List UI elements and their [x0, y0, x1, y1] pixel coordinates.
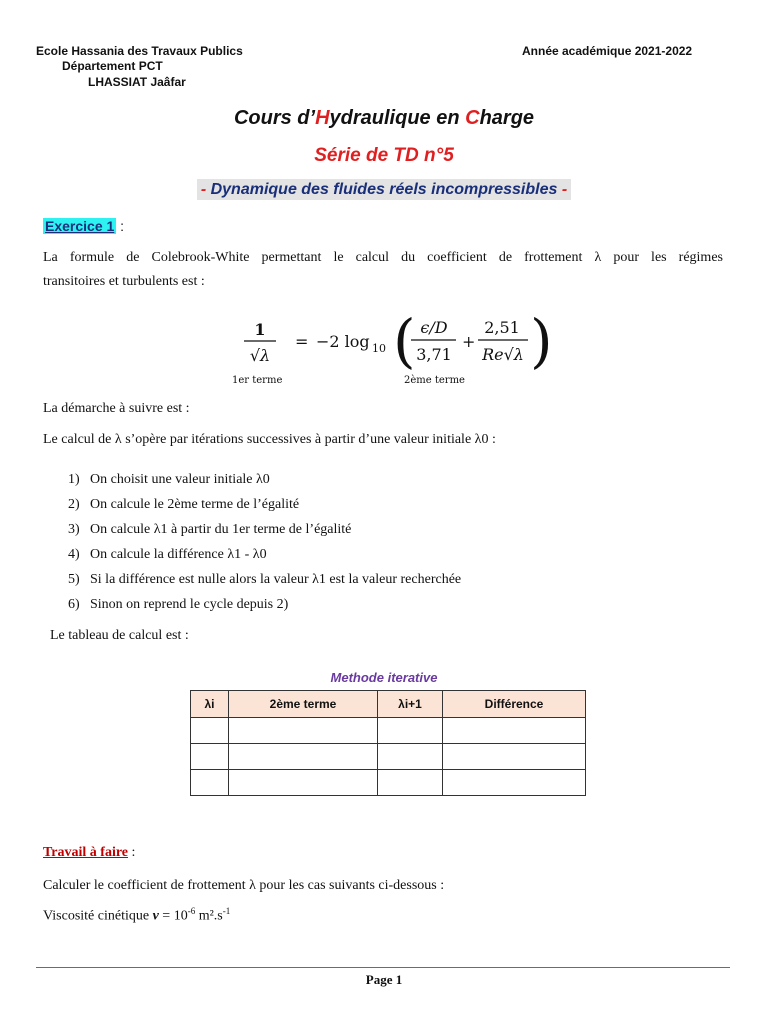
viscosity-unit-exp: -1: [222, 906, 231, 916]
exercise-heading: [43, 218, 124, 234]
table-cell: [191, 744, 229, 770]
table-cell: [229, 718, 378, 744]
plus-sign: +: [462, 332, 476, 351]
intro-line-1: La formule de Colebrook-White permettant le calcul du coefficient de frottement λ pour les régimes: [43, 250, 723, 265]
calculer-text: Calculer le coefficient de frottement λ pour les cas suivants ci-dessous :: [43, 878, 445, 893]
subtitle-text: Dynamique des fluides réels incompressibles: [210, 181, 558, 198]
subtitle-dash: -: [200, 181, 211, 198]
school-name: Ecole Hassania des Travaux Publics: [36, 44, 243, 58]
department-name: Département PCT: [62, 59, 163, 73]
step-text: On calcule le 2ème terme de l’égalité: [90, 497, 300, 512]
table-cell: [378, 744, 443, 770]
step-number: 2): [68, 497, 80, 512]
demarche-text: La démarche à suivre est :: [43, 401, 190, 416]
term1-label: 1er terme: [232, 375, 283, 386]
calcul-text: Le calcul de λ s’opère par itérations successives à partir d’une valeur initiale λ0 :: [43, 432, 496, 447]
travail-heading: [43, 845, 135, 861]
table-cell: [378, 718, 443, 744]
title-part: ydraulique en: [329, 107, 466, 129]
equals-sign: =: [295, 332, 309, 351]
step-number: 4): [68, 547, 80, 562]
exercise-label: Exercice 1: [45, 218, 115, 234]
step-text: Sinon on reprend le cycle depuis 2): [90, 597, 289, 612]
col-header-lambda-next: λi+1: [378, 691, 443, 718]
iteration-table: [190, 690, 586, 796]
lhs-denominator: √λ: [249, 346, 271, 365]
step-number: 5): [68, 572, 80, 587]
table-cell: [443, 770, 586, 796]
table-row: [191, 744, 586, 770]
list-item: [68, 517, 461, 542]
page-number: Page 1: [365, 972, 403, 987]
author-name: LHASSIAT Jaâfar: [88, 75, 186, 89]
list-item: [68, 467, 461, 492]
log-base: 10: [372, 342, 386, 355]
title-letter-h: H: [315, 107, 330, 129]
list-item: [68, 492, 461, 517]
step-text: Si la différence est nulle alors la valeur λ1 est la valeur recherchée: [90, 572, 462, 587]
viscosity-eq: = 10: [158, 908, 188, 924]
term2-label: 2ème terme: [404, 375, 465, 386]
subtitle: [0, 181, 768, 199]
table-cell: [191, 718, 229, 744]
subtitle-dash: -: [557, 181, 568, 198]
list-item: [68, 592, 461, 617]
col-header-lambda-i: λi: [191, 691, 229, 718]
log-coefficient: −2 log: [316, 332, 370, 351]
table-cell: [191, 770, 229, 796]
table-cell: [443, 744, 586, 770]
travail-label: Travail à faire: [43, 845, 129, 860]
step-text: On calcule λ1 à partir du 1er terme de l’égalité: [90, 522, 352, 537]
table-cell: [229, 744, 378, 770]
table-cell: [229, 770, 378, 796]
step-text: On choisit une valeur initiale λ0: [90, 472, 270, 487]
title-part: harge: [479, 107, 535, 129]
table-row: [191, 770, 586, 796]
list-item: [68, 542, 461, 567]
table-cell: [443, 718, 586, 744]
table-row: [191, 718, 586, 744]
table-header-row: [191, 691, 586, 718]
footer-divider: [36, 967, 730, 968]
title-part: Cours d’: [233, 107, 316, 129]
steps-list: [68, 467, 461, 617]
viscosity-line: [43, 906, 230, 925]
colebrook-formula: [230, 305, 560, 395]
viscosity-exp: -6: [187, 906, 196, 916]
col-header-difference: Différence: [443, 691, 586, 718]
step-number: 1): [68, 472, 80, 487]
academic-year: Année académique 2021-2022: [522, 44, 693, 58]
course-title: [0, 107, 768, 130]
col-header-second-term: 2ème terme: [229, 691, 378, 718]
table-title: Methode iterative: [330, 670, 438, 685]
table-cell: [378, 770, 443, 796]
viscosity-label: Viscosité cinétique: [43, 908, 153, 924]
right-paren: ): [530, 307, 553, 375]
frac2-numerator: 2,51: [484, 318, 520, 337]
frac1-denominator: 3,71: [416, 345, 452, 364]
list-item: [68, 567, 461, 592]
intro-paragraph: [43, 246, 723, 294]
travail-colon: :: [128, 845, 136, 860]
frac1-numerator: ϵ/D: [420, 318, 448, 337]
frac2-denominator: Re√λ: [482, 345, 524, 364]
title-letter-c: C: [465, 107, 480, 129]
table-intro: Le tableau de calcul est :: [50, 628, 189, 643]
viscosity-symbol: ν: [152, 908, 159, 924]
step-number: 3): [68, 522, 80, 537]
left-paren: (: [393, 307, 416, 375]
step-number: 6): [68, 597, 80, 612]
viscosity-unit: m².s: [195, 908, 223, 924]
exercise-colon: :: [116, 218, 125, 234]
lhs-numerator: 1: [254, 320, 266, 339]
intro-line-2: transitoires et turbulents est :: [43, 274, 205, 289]
step-text: On calcule la différence λ1 - λ0: [90, 547, 267, 562]
serie-title: Série de TD n°5: [314, 145, 454, 166]
